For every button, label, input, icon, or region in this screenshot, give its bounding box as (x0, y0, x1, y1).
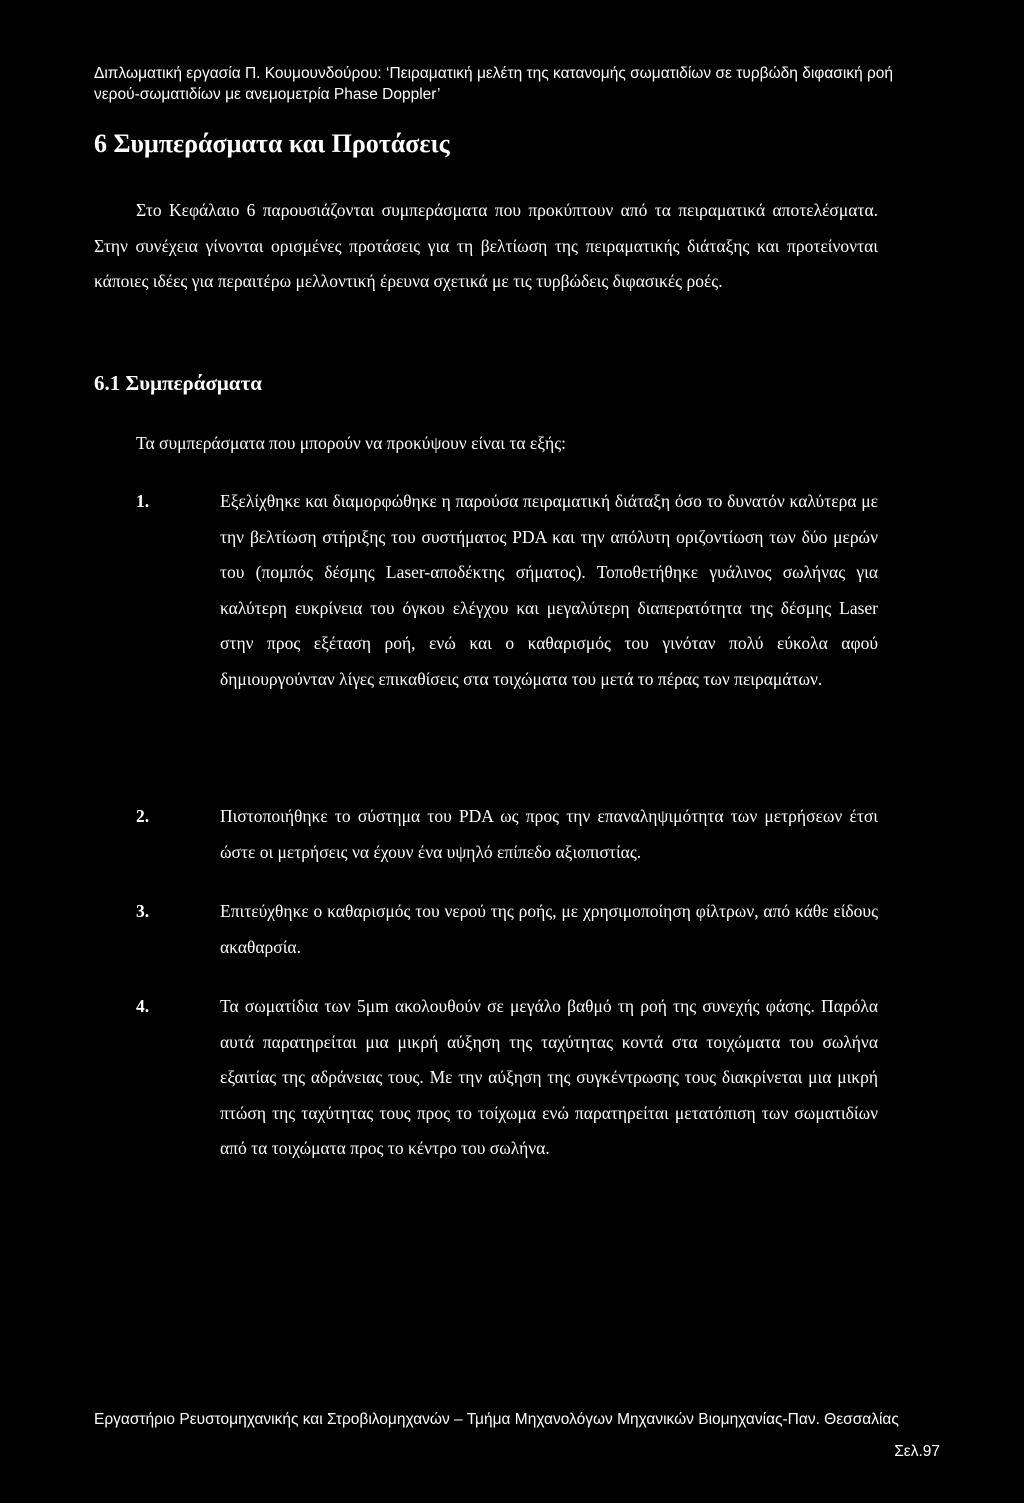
conclusion-item-text: Τα σωματίδια των 5μm ακολουθούν σε μεγάλο βαθμό τη ροή της συνεχής φάσης. Παρόλα αυτά παρατηρείται μια μικρή αύξηση της ταχύτητας κοντά στα τοιχώματα του σωλήνα εξαιτίας της αδράνειας τους. Με την αύξηση της συγκέντρωσης τους διακρίνεται μια μικρή πτώση της ταχύτητας τους προς το τοίχωμα ενώ παρατηρείται μετατόπιση των σωματιδίων από τα τοιχώματα προς το κέντρο του σωλήνα. (220, 996, 878, 1158)
running-header-line-2: νερού-σωματιδίων με ανεμομετρία Phase Doppler’ (94, 86, 441, 103)
conclusion-item (136, 894, 878, 965)
page-number: Σελ.97 (894, 1443, 940, 1460)
running-header (94, 63, 894, 105)
conclusion-item (136, 799, 878, 870)
footer-institution: Εργαστήριο Ρευστομηχανικής και Στροβιλομηχανών – Τμήμα Μηχανολόγων Μηχανικών Βιομηχανίας-Παν. Θεσσαλίας (94, 1411, 899, 1428)
section-lead-sentence: Τα συμπεράσματα που μπορούν να προκύψουν είναι τα εξής: (136, 433, 566, 453)
section-title: 6.1 Συμπεράσματα (94, 371, 262, 395)
conclusion-item-text: Επιτεύχθηκε ο καθαρισμός του νερού της ροής, με χρησιμοποίηση φίλτρων, από κάθε είδους ακαθαρσία. (220, 901, 878, 957)
conclusion-item-text: Πιστοποιήθηκε το σύστημα του PDA ως προς την επαναληψιμότητα των μετρήσεων έτσι ώστε οι μετρήσεις να έχουν ένα υψηλό επίπεδο αξιοπιστίας. (220, 806, 878, 862)
conclusion-item (136, 484, 878, 697)
conclusion-item-number: 1. (136, 491, 150, 511)
conclusion-item-number: 2. (136, 806, 150, 826)
chapter-intro-paragraph: Στο Κεφάλαιο 6 παρουσιάζονται συμπεράσματα που προκύπτουν από τα πειραματικά αποτελέσματα. Στην συνέχεια γίνονται ορισμένες προτάσεις για τη βελτίωση της πειραματικής διάταξης και προτείνονται κάποιες ιδέες για περαιτέρω μελλοντική έρευνα σχετικά με τις τυρβώδεις διφασικές ροές. (94, 200, 878, 291)
conclusion-item-text: Εξελίχθηκε και διαμορφώθηκε η παρούσα πειραματική διάταξη όσο το δυνατόν καλύτερα με την βελτίωση στήριξης του συστήματος PDA και την απόλυτη οριζοντίωση των δύο μερών του (πομπός δέσμης Laser-αποδέκτης σήματος). Τοποθετήθηκε γυάλινος σωλήνας για καλύτερη ευκρίνεια του όγκου ελέγχου και μεγαλύτερη διαπερατότητα της δέσμης Laser στην προς εξέταση ροή, ενώ και ο καθαρισμός του γινόταν πολύ εύκολα αφού δημιουργούνταν λίγες επικαθίσεις στα τοιχώματα του μετά το πέρας των πειραμάτων. (220, 491, 878, 689)
conclusion-item-number: 4. (136, 996, 150, 1016)
conclusion-item (136, 989, 878, 1167)
chapter-title: 6 Συμπεράσματα και Προτάσεις (94, 129, 450, 158)
running-header-line-1: Διπλωματική εργασία Π. Κουμουνδούρου: ‘Πειραματική μελέτη της κατανομής σωματιδίων σε τυρβώδη διφασική ροή (94, 65, 894, 82)
conclusion-item-number: 3. (136, 901, 150, 921)
